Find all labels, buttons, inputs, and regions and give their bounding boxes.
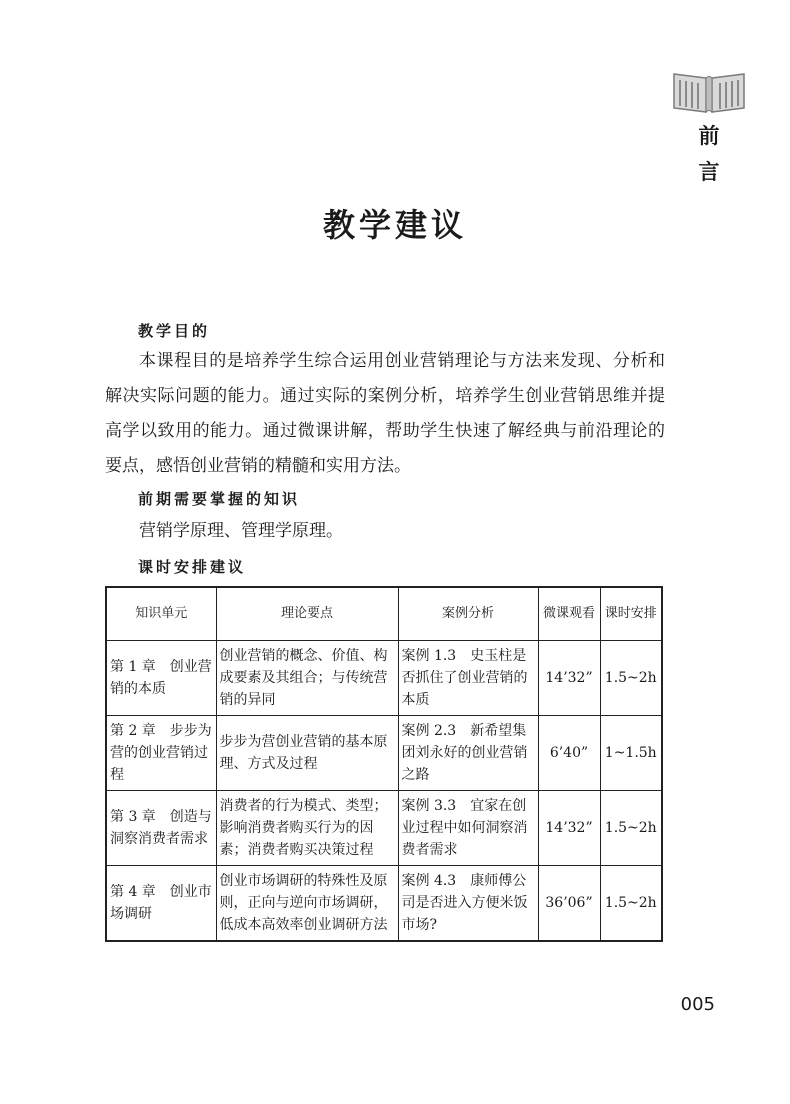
page-title: 教学建议 [322, 206, 467, 244]
cell-hours: 1.5~2h [600, 791, 662, 866]
table-row [106, 641, 662, 716]
cell-theory: 创业市场调研的特殊性及原则，正向与逆向市场调研，低成本高效率创业调研方法 [216, 866, 398, 942]
prereq-heading: 前期需要掌握的知识 [138, 490, 301, 508]
table-header-row [106, 587, 662, 641]
cell-hours: 1.5~2h [600, 641, 662, 716]
cell-case: 案例 2.3 新希望集团刘永好的创业营销之路 [398, 716, 538, 791]
goal-heading: 教学目的 [138, 322, 211, 340]
cell-video: 6’40” [538, 716, 600, 791]
cell-theory: 创业营销的概念、价值、构成要素及其组合；与传统营销的异同 [216, 641, 398, 716]
cell-video: 14’32” [538, 791, 600, 866]
cell-case: 案例 4.3 康师傅公司是否进入方便米饭市场? [398, 866, 538, 942]
cell-theory: 步步为营创业营销的基本原理、方式及过程 [216, 716, 398, 791]
cell-video: 14’32” [538, 641, 600, 716]
cell-case: 案例 3.3 宜家在创业过程中如何洞察消费者需求 [398, 791, 538, 866]
header-hours: 课时安排 [600, 587, 662, 641]
cell-hours: 1.5~2h [600, 866, 662, 942]
schedule-table [105, 586, 663, 942]
table-row [106, 791, 662, 866]
side-label-char-2: 言 [698, 160, 720, 184]
cell-theory: 消费者的行为模式、类型；影响消费者购买行为的因素；消费者购买决策过程 [216, 791, 398, 866]
header-unit: 知识单元 [106, 587, 216, 641]
page-number: 005 [680, 994, 715, 1015]
prereq-text: 营销学原理、管理学原理。 [139, 521, 343, 541]
header-theory: 理论要点 [216, 587, 398, 641]
cell-unit: 第 4 章 创业市场调研 [106, 866, 216, 942]
cell-unit: 第 2 章 步步为营的创业营销过程 [106, 716, 216, 791]
table-row [106, 866, 662, 942]
cell-unit: 第 3 章 创造与洞察消费者需求 [106, 791, 216, 866]
cell-video: 36’06” [538, 866, 600, 942]
open-book-icon [672, 70, 746, 114]
schedule-heading: 课时安排建议 [138, 558, 247, 576]
cell-unit: 第 1 章 创业营销的本质 [106, 641, 216, 716]
cell-case: 案例 1.3 史玉柱是否抓住了创业营销的本质 [398, 641, 538, 716]
goal-paragraph: 本课程目的是培养学生综合运用创业营销理论与方法来发现、分析和解决实际问题的能力。通过实际的案例分析，培养学生创业营销思维并提高学以致用的能力。通过微课讲解，帮助学生快速了解经典与前沿理论的要点，感悟创业营销的精髓和实用方法。 [105, 351, 665, 476]
table-row [106, 716, 662, 791]
header-case: 案例分析 [398, 587, 538, 641]
side-label-char-1: 前 [698, 124, 720, 148]
header-video: 微课观看 [538, 587, 600, 641]
cell-hours: 1~1.5h [600, 716, 662, 791]
